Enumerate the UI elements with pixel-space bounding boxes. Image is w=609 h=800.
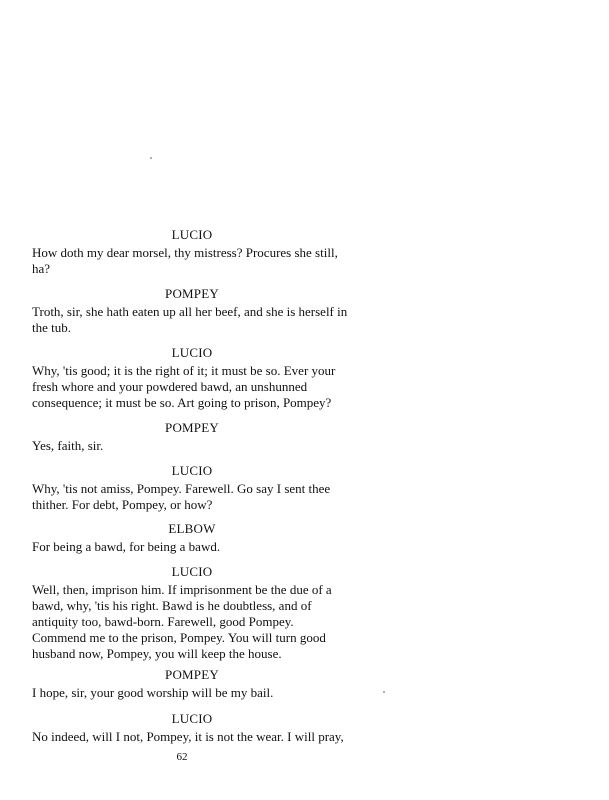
speech-block — [32, 286, 352, 336]
speech-block — [32, 420, 352, 454]
scan-speck — [150, 157, 152, 159]
speaker-name: POMPEY — [165, 420, 219, 435]
speaker-name: ELBOW — [168, 521, 216, 536]
dialogue-line: Yes, faith, sir. — [32, 438, 104, 453]
dialogue-line: thither. For debt, Pompey, or how? — [32, 497, 213, 512]
dialogue-line: No indeed, will I not, Pompey, it is not the wear. I will pray, — [32, 729, 344, 744]
dialogue-line: consequence; it must be so. Art going to prison, Pompey? — [32, 395, 332, 410]
dialogue-line: Well, then, imprison him. If imprisonment be the due of a — [32, 582, 332, 597]
speech-block — [32, 667, 352, 701]
scan-speck — [383, 691, 385, 693]
speech-block — [32, 345, 352, 411]
dialogue-line: How doth my dear morsel, thy mistress? Procures she still, — [32, 245, 338, 260]
speaker-name: LUCIO — [171, 564, 213, 579]
dialogue-line: Why, 'tis not amiss, Pompey. Farewell. Go say I sent thee — [32, 481, 331, 496]
speaker-name: LUCIO — [171, 711, 213, 726]
speech-block — [32, 564, 352, 662]
dialogue-line: I hope, sir, your good worship will be my bail. — [32, 685, 274, 700]
dialogue-line: husband now, Pompey, you will keep the house. — [32, 646, 282, 661]
speech-block — [32, 227, 352, 277]
speaker-name: LUCIO — [171, 227, 213, 242]
dialogue-line: fresh whore and your powdered bawd, an unshunned — [32, 379, 308, 394]
dialogue-line: Commend me to the prison, Pompey. You will turn good — [32, 630, 326, 645]
speaker-name: POMPEY — [165, 286, 219, 301]
dialogue-line: Why, 'tis good; it is the right of it; it must be so. Ever your — [32, 363, 336, 378]
dialogue-line: antiquity too, bawd-born. Farewell, good Pompey. — [32, 614, 294, 629]
dialogue-line: For being a bawd, for being a bawd. — [32, 539, 221, 554]
speech-block — [32, 521, 352, 555]
dialogue-line: Troth, sir, she hath eaten up all her beef, and she is herself in — [32, 304, 348, 319]
speaker-name: POMPEY — [165, 667, 219, 682]
speaker-name: LUCIO — [171, 463, 213, 478]
speaker-name: LUCIO — [171, 345, 213, 360]
dialogue-line: the tub. — [32, 320, 71, 335]
page-number: 62 — [176, 751, 188, 763]
dialogue-line: bawd, why, 'tis his right. Bawd is he doubtless, and of — [32, 598, 312, 613]
speech-block — [32, 463, 352, 513]
speech-block — [32, 711, 352, 745]
dialogue-line: ha? — [32, 261, 51, 276]
